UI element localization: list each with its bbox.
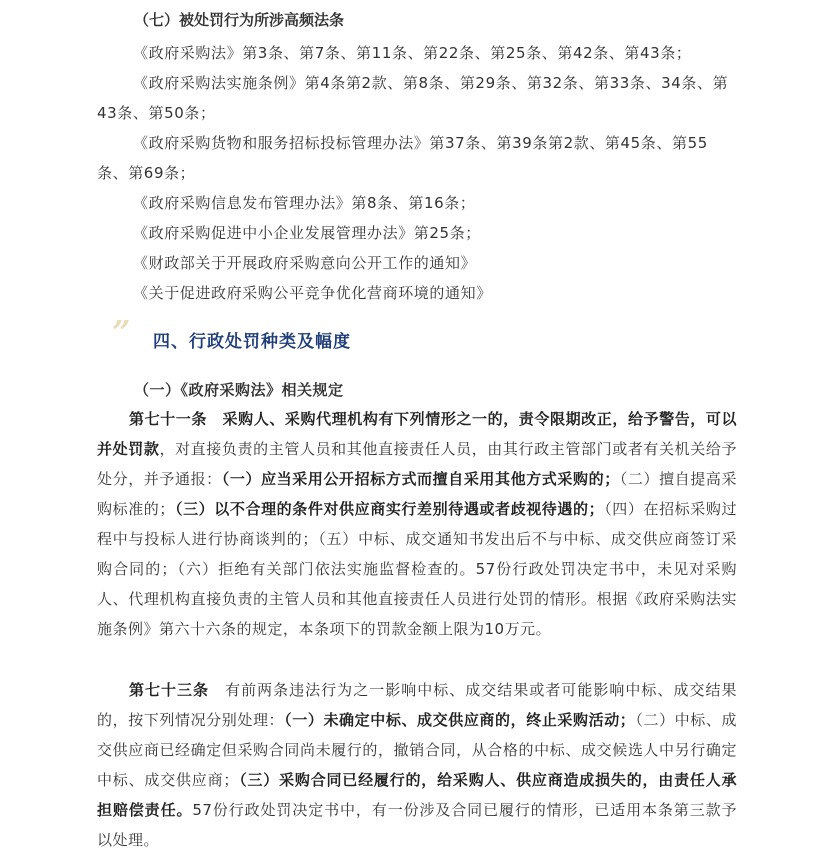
law-item: 《政府采购信息发布管理办法》第8条、第16条； bbox=[133, 194, 476, 212]
article-73-clause-3: （三）采购合同已经履行的，给采购人、供应商造成损失的，由责任人承担赔偿责任。 bbox=[97, 771, 737, 819]
article-71-clause-3: （三）以不合理的条件对供应商实行差别待遇或者歧视待遇的； bbox=[174, 500, 605, 518]
quote-mark-icon: ” bbox=[112, 313, 131, 351]
article-73-paragraph bbox=[97, 675, 737, 855]
article-73-lead: 第七十三条 bbox=[129, 681, 210, 699]
subsection-1-heading: （一）《政府采购法》相关规定 bbox=[134, 381, 344, 399]
section-4-title: 四、行政处罚种类及幅度 bbox=[153, 331, 351, 352]
article-71-rest: （四）在招标采购过程中与投标人进行协商谈判的；（五）中标、成交通知书发出后不与中标、成交供应商签订采购合同的；（六）拒绝有关部门依法实施监督检查的。57份行政处罚决定书中，未见对采购人、代理机构直接负责的主管人员和其他直接责任人员进行处罚的情形。根据《政府采购法实施条例》第六十六条的规定，本条项下的罚款金额上限为10万元。 bbox=[97, 500, 737, 638]
article-71-clause-2: （二）擅自提高采购标准的； bbox=[97, 470, 737, 518]
article-73-clause-1: （一）未确定中标、成交供应商的，终止采购活动； bbox=[284, 711, 636, 729]
law-item: 《政府采购货物和服务招标投标管理办法》第37条、第39条第2款、第45条、第55条、第69条； bbox=[97, 134, 708, 182]
article-73-text: 有前两条违法行为之一影响中标、成交结果或者可能影响中标、成交结果的，按下列情况分别处理： bbox=[97, 681, 737, 729]
section-7-heading: （七）被处罚行为所涉高频法条 bbox=[134, 11, 345, 29]
article-71-clause-1: （一）应当采用公开招标方式而擅自采用其他方式采购的； bbox=[221, 470, 620, 488]
section-4-header bbox=[112, 313, 351, 352]
law-item: 《政府采购促进中小企业发展管理办法》第25条； bbox=[133, 224, 481, 242]
article-71-text: ，对直接负责的主管人员和其他直接责任人员，由其行政主管部门或者有关机关给予处分，并予通报： bbox=[97, 440, 737, 488]
law-item: 《政府采购法》第3条、第7条、第11条、第22条、第25条、第42条、第43条； bbox=[133, 44, 692, 62]
law-item: 《关于促进政府采购公平竞争优化营商环境的通知》 bbox=[133, 284, 492, 302]
article-71-paragraph bbox=[97, 404, 737, 644]
law-list bbox=[97, 38, 737, 308]
article-71-lead: 第七十一条 采购人、采购代理机构有下列情形之一的，责令限期改正，给予警告，可以并处罚款 bbox=[97, 410, 737, 458]
law-item: 《财政部关于开展政府采购意向公开工作的通知》 bbox=[133, 254, 477, 272]
article-73-clause-2: （二）中标、成交供应商已经确定但采购合同尚未履行的，撤销合同，从合格的中标、成交候选人中另行确定中标、成交供应商； bbox=[97, 711, 737, 789]
law-item: 《政府采购法实施条例》第4条第2款、第8条、第29条、第32条、第33条、34条、第43条、第50条； bbox=[97, 74, 729, 122]
article-73-rest: 57份行政处罚决定书中，有一份涉及合同已履行的情形，已适用本条第三款予以处理。 bbox=[97, 801, 737, 849]
